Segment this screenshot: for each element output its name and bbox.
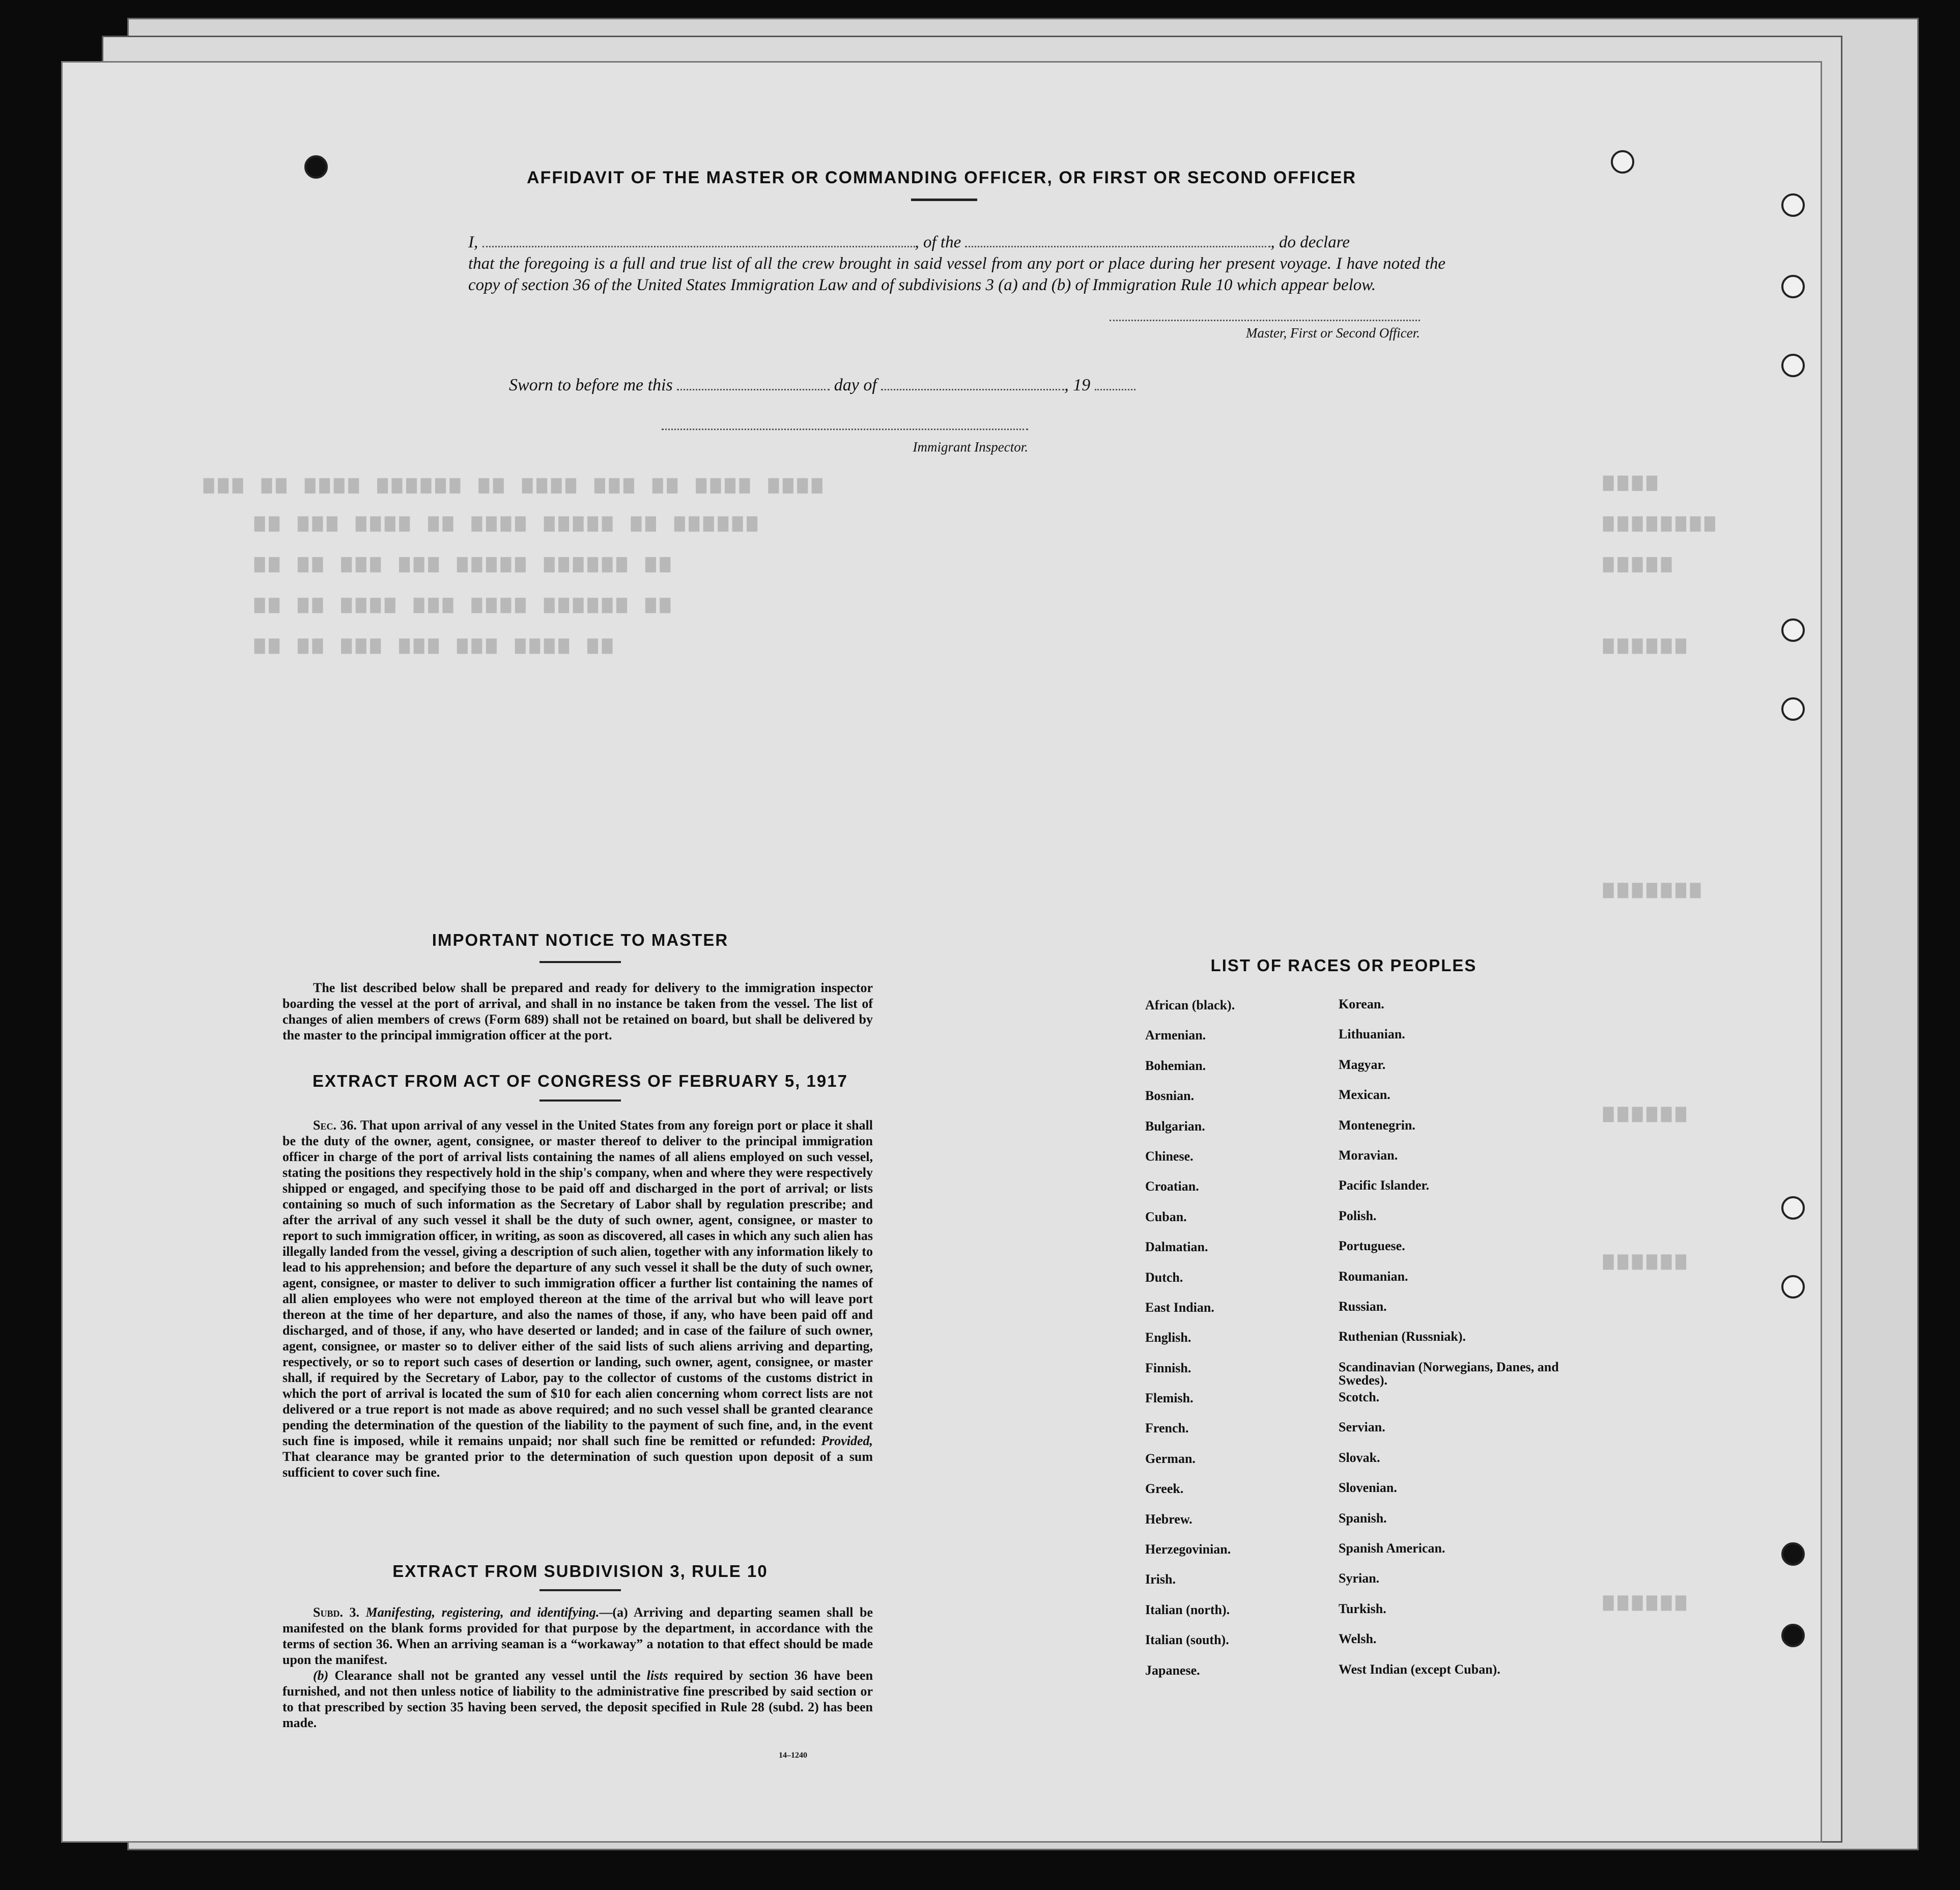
race-right: Lithuanian. bbox=[1339, 1027, 1405, 1042]
signature-field[interactable] bbox=[1110, 320, 1420, 341]
affidavit-line-2: voyage. I have noted the copy of section 36 of the United States Immigration Law and of subdivisions 3 (a) and (b) of bbox=[468, 255, 1446, 294]
race-right: Montenegrin. bbox=[1339, 1117, 1415, 1133]
race-left: Chinese. bbox=[1145, 1148, 1194, 1164]
lists-word: lists bbox=[646, 1668, 668, 1683]
punch-hole bbox=[1781, 697, 1805, 721]
punch-hole bbox=[1781, 1624, 1805, 1647]
race-right: Magyar. bbox=[1339, 1057, 1386, 1072]
race-left: Cuban. bbox=[1145, 1209, 1187, 1224]
race-row bbox=[1145, 1361, 1563, 1391]
race-left: Hebrew. bbox=[1145, 1511, 1192, 1527]
race-row bbox=[1145, 1632, 1563, 1662]
race-row bbox=[1145, 1391, 1563, 1421]
race-row bbox=[1145, 1512, 1563, 1542]
race-right: Moravian. bbox=[1339, 1147, 1398, 1163]
form-number: 14–1240 bbox=[779, 1751, 807, 1760]
race-left: Finnish. bbox=[1145, 1360, 1191, 1375]
punch-hole bbox=[304, 155, 328, 179]
clause-a-label: —(a) bbox=[599, 1605, 628, 1620]
race-left: African (black). bbox=[1145, 998, 1235, 1012]
affidavit-title: AFFIDAVIT OF THE MASTER OR COMMANDING OFFICER, OR FIRST OR SECOND OFFICER bbox=[527, 168, 1356, 187]
clause-a-text: Arriving and departing seamen shall be manifested on the blank forms provided for that purpose by the department, in accordance with the terms of section 36. When an arriving seaman is a “workaway” a notation to that effect should be made upon the manifest. bbox=[282, 1605, 873, 1667]
race-row bbox=[1145, 1572, 1563, 1602]
race-row bbox=[1145, 1179, 1563, 1209]
affidavit-line-1: that the foregoing is a full and true list of all the crew brought in said vessel from any port or place during her present bbox=[468, 255, 1275, 273]
race-row bbox=[1145, 1270, 1563, 1300]
race-right: Roumanian. bbox=[1339, 1268, 1408, 1284]
race-left: Bohemian. bbox=[1145, 1058, 1206, 1073]
i-label: I, bbox=[468, 233, 478, 251]
punch-hole bbox=[1781, 1275, 1805, 1299]
race-right: Ruthenian (Russniak). bbox=[1339, 1329, 1466, 1344]
provided-label: Provided, bbox=[821, 1433, 873, 1448]
race-row bbox=[1145, 1149, 1563, 1179]
race-row bbox=[1145, 1421, 1563, 1451]
subdivision-heading: Manifesting, registering, and identifying. bbox=[365, 1605, 600, 1620]
rule-rule bbox=[539, 1589, 621, 1591]
punch-hole bbox=[1781, 1542, 1805, 1566]
vessel-field[interactable] bbox=[965, 246, 1270, 247]
race-left: English. bbox=[1145, 1330, 1191, 1345]
race-row bbox=[1145, 1663, 1563, 1693]
punch-hole bbox=[1611, 150, 1634, 174]
race-left: Armenian. bbox=[1145, 1028, 1206, 1043]
races-list bbox=[1145, 998, 1563, 1693]
subdivision-label: Subd. 3. bbox=[313, 1605, 360, 1620]
race-right: Scandinavian (Norwegians, Danes, and Swedes). bbox=[1339, 1359, 1559, 1388]
race-right: Servian. bbox=[1339, 1420, 1385, 1435]
race-left: Dutch. bbox=[1145, 1270, 1183, 1285]
race-left: Italian (north). bbox=[1145, 1602, 1230, 1617]
race-left: Flemish. bbox=[1145, 1391, 1194, 1406]
race-right: Slovenian. bbox=[1339, 1480, 1397, 1496]
race-row bbox=[1145, 1300, 1563, 1330]
race-left: French. bbox=[1145, 1421, 1189, 1436]
race-left: Herzegovinian. bbox=[1145, 1542, 1231, 1557]
declare-label: , do declare bbox=[1270, 233, 1350, 251]
clause-b-label: (b) bbox=[313, 1668, 329, 1683]
races-title: LIST OF RACES OR PEOPLES bbox=[1210, 956, 1477, 975]
inspector-signature-field[interactable] bbox=[662, 429, 1028, 455]
race-left: Irish. bbox=[1145, 1572, 1176, 1587]
sworn-line bbox=[509, 376, 1135, 395]
race-row bbox=[1145, 998, 1563, 1028]
race-left: Croatian. bbox=[1145, 1179, 1199, 1194]
race-left: East Indian. bbox=[1145, 1300, 1214, 1315]
punch-hole bbox=[1781, 354, 1805, 377]
race-right: Syrian. bbox=[1339, 1571, 1380, 1586]
section-label: Sec. 36. bbox=[313, 1118, 357, 1133]
punch-hole bbox=[1781, 618, 1805, 642]
notice-paragraph: The list described below shall be prepared and ready for delivery to the immigration inspector boarding the vessel at the port of arrival, and shall in no instance be taken from the vessel. The list of changes of alien members of crews (Form 689) shall not be retained on board, but shall be delivered by the master to the principal immigration officer at the port. bbox=[282, 980, 873, 1042]
race-right: Scotch. bbox=[1339, 1390, 1380, 1405]
punch-hole bbox=[1781, 193, 1805, 217]
race-right: Turkish. bbox=[1339, 1601, 1386, 1616]
race-right: Spanish American. bbox=[1339, 1541, 1445, 1556]
race-row bbox=[1145, 1209, 1563, 1239]
act-body-end: That clearance may be granted prior to the determination of such question upon deposit of a sum sufficient to cover such fine. bbox=[282, 1449, 873, 1480]
name-field[interactable] bbox=[482, 246, 915, 247]
inspector-label: Immigrant Inspector. bbox=[913, 439, 1028, 455]
race-row bbox=[1145, 1239, 1563, 1270]
notice-text bbox=[282, 980, 873, 1043]
day-of-label: day of bbox=[834, 376, 877, 394]
act-text bbox=[282, 1117, 873, 1480]
rule-title: EXTRACT FROM SUBDIVISION 3, RULE 10 bbox=[392, 1562, 768, 1581]
title-rule bbox=[911, 199, 977, 201]
race-row bbox=[1145, 1088, 1563, 1118]
punch-hole bbox=[1781, 1196, 1805, 1220]
race-left: Dalmatian. bbox=[1145, 1239, 1208, 1255]
of-the-label: , of the bbox=[915, 233, 961, 251]
clause-b-text: Clearance shall not be granted any vessel until the bbox=[334, 1668, 641, 1683]
race-row bbox=[1145, 1481, 1563, 1511]
race-right: Portuguese. bbox=[1339, 1238, 1405, 1254]
signature-label: Master, First or Second Officer. bbox=[1246, 325, 1420, 341]
race-row bbox=[1145, 1058, 1563, 1088]
race-right: Polish. bbox=[1339, 1208, 1377, 1223]
year-field[interactable] bbox=[1095, 389, 1135, 390]
punch-hole bbox=[1781, 275, 1805, 298]
race-right: Welsh. bbox=[1339, 1631, 1377, 1647]
race-left: Japanese. bbox=[1145, 1662, 1200, 1678]
affidavit-declaration bbox=[468, 232, 1445, 296]
race-row bbox=[1145, 1119, 1563, 1149]
race-right: West Indian (except Cuban). bbox=[1339, 1661, 1500, 1677]
race-left: German. bbox=[1145, 1451, 1196, 1466]
race-row bbox=[1145, 1451, 1563, 1481]
notice-rule bbox=[539, 961, 621, 963]
race-row bbox=[1145, 1602, 1563, 1632]
day-field[interactable] bbox=[677, 389, 830, 390]
act-title: EXTRACT FROM ACT OF CONGRESS OF FEBRUARY 5, 1917 bbox=[313, 1071, 848, 1090]
rule-text bbox=[282, 1604, 873, 1731]
sworn-label: Sworn to before me this bbox=[509, 376, 673, 394]
race-right: Pacific Islander. bbox=[1339, 1178, 1430, 1193]
affidavit-line-3: Immigration Rule 10 which appear below. bbox=[1092, 276, 1376, 294]
race-right: Spanish. bbox=[1339, 1510, 1387, 1526]
race-left: Italian (south). bbox=[1145, 1632, 1229, 1648]
race-right: Korean. bbox=[1339, 997, 1384, 1011]
act-rule bbox=[539, 1099, 621, 1102]
race-left: Bosnian. bbox=[1145, 1088, 1195, 1104]
notice-title: IMPORTANT NOTICE TO MASTER bbox=[432, 930, 729, 949]
race-right: Slovak. bbox=[1339, 1450, 1380, 1465]
race-right: Russian. bbox=[1339, 1299, 1387, 1314]
race-row bbox=[1145, 1028, 1563, 1058]
race-right: Mexican. bbox=[1339, 1087, 1390, 1103]
year-label: , 19 bbox=[1064, 376, 1091, 394]
affidavit-body bbox=[468, 253, 1445, 296]
race-row bbox=[1145, 1542, 1563, 1572]
race-left: Bulgarian. bbox=[1145, 1118, 1205, 1134]
act-body: That upon arrival of any vessel in the United States from any foreign port or place it shall be the duty of the owner, agent, consignee, or master thereof to deliver to the principal immigration officer in charge of the port of arrival lists containing the names of all aliens employed on such vessel, stating the positions they respectively hold in the ship's company, when and where they were respectively shipped or engaged, and specifying those to be paid off and discharged in the port of arrival; or lists containing so much of such information as the Secretary of Labor shall by regulation prescribe; and after the arrival of any such vessel it shall be the duty of such owner, agent, consignee, or master to report to such immigration officer, in writing, as soon as discovered, all cases in which any such alien has illegally landed from the vessel, giving a description of such alien, together with any information likely to lead to his apprehension; and before the departure of any such vessel it shall be the duty of such owner, agent, consignee, or master to deliver to such immigration officer a further list containing the names of all alien employees who were not employed thereon at the time of the arrival but who will leave port thereon at the time of her departure, and also the names of those, if any, who have been paid off and discharged, and of those, if any, who have deserted or landed; and in case of the failure of such owner, agent, consignee, or master so to deliver either of the said lists of such aliens arriving and departing, respectively, or so to report such cases of desertion or landing, such owner, agent, consignee, or master shall, if required by the Secretary of Labor, pay to the collector of customs of the customs district in which the port of arrival is located the sum of $10 for each alien concerning whom correct lists are not delivered or a true report is not made as above required; and no such vessel shall be granted clearance pending the determination of the question of the liability to the payment of such fine, and, in the event such fine is imposed, while it remains unpaid; nor shall such fine be remitted or refunded: bbox=[282, 1118, 873, 1448]
race-left: Greek. bbox=[1145, 1481, 1184, 1497]
month-field[interactable] bbox=[881, 389, 1064, 390]
clause-b-text-end: required by section 36 have been furnished, and not then unless notice of liability to the administrative fine prescribed by said section or to that prescribed by section 35 having been served, the deposit specified in Rule 28 (subd. 2) has been made. bbox=[282, 1668, 873, 1730]
race-row bbox=[1145, 1330, 1563, 1360]
